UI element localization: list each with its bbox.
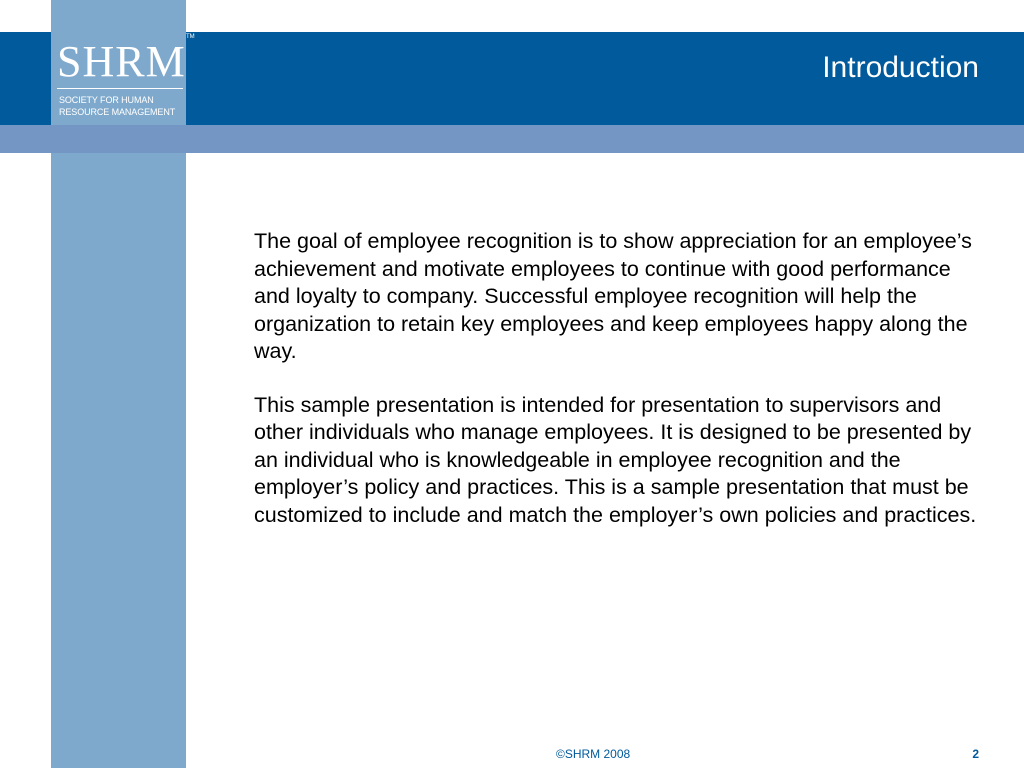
slide-title: Introduction bbox=[822, 51, 979, 84]
header-light-band bbox=[0, 125, 1024, 153]
logo-trademark: TM bbox=[186, 34, 195, 40]
footer-copyright: ©SHRM 2008 bbox=[556, 747, 631, 761]
shrm-logo bbox=[51, 32, 195, 125]
footer-page-number: 2 bbox=[972, 747, 979, 761]
slide-body bbox=[254, 228, 984, 555]
logo-divider bbox=[57, 88, 183, 89]
logo-letters: SHRM bbox=[57, 37, 186, 86]
logo-tagline-line-2: RESOURCE MANAGEMENT bbox=[59, 107, 176, 117]
logo-tagline-line-1: SOCIETY FOR HUMAN bbox=[59, 95, 154, 105]
body-paragraph-2: This sample presentation is intended for presentation to supervisors and other individuals who manage employees. It is designed to be presented by an individual who is knowledgeable in employee recognition and the employer’s policy and practices. This is a sample presentation that must be customized to include and match the employer’s own policies and practices. bbox=[254, 392, 977, 527]
body-paragraph-1: The goal of employee recognition is to show appreciation for an employee’s achievement and motivate employees to continue with good performance and loyalty to company. Successful employee recognition will help the organization to retain key employees and keep employees happy along the way. bbox=[254, 229, 972, 363]
